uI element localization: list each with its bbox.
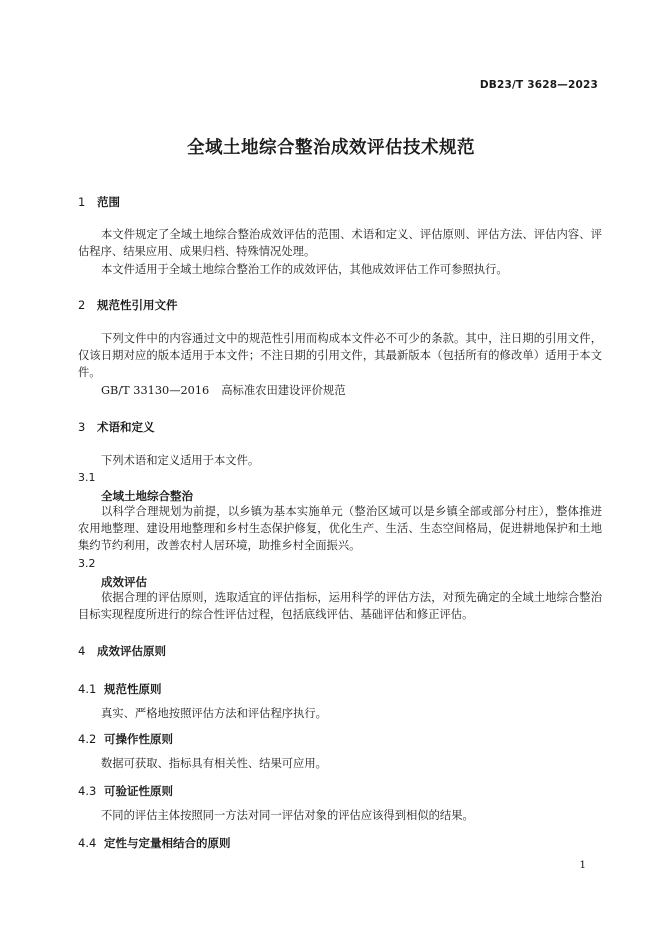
reference-title: 高标准农田建设评价规范: [221, 384, 346, 397]
paragraph: 真实、严格地按照评估方法和评估程序执行。: [101, 707, 327, 720]
section-2-heading: [78, 297, 178, 313]
term-heading: 成效评估: [101, 575, 147, 589]
section-3-heading: [78, 419, 155, 435]
document-title: 全域土地综合整治成效评估技术规范: [187, 138, 475, 158]
paragraph: 下列文件中的内容通过文中的规范性引用而构成本文件必不可少的条款。其中，注日期的引用文件，仅该日期对应的版本适用于本文件；不注日期的引用文件，其最新版本（包括所有的修改单）适用于本文件。: [78, 332, 602, 379]
reference-code: GB/T 33130—2016: [101, 384, 210, 397]
section-number: 3: [78, 420, 86, 434]
term-number: 3.1: [78, 471, 96, 484]
clause-4-2-heading: [78, 731, 173, 747]
page-number: 1: [579, 859, 586, 871]
clause-4-3-heading: [78, 783, 173, 799]
term-definition: 以科学合理规划为前提，以乡镇为基本实施单元（整治区域可以是乡镇全部或部分村庄），整体推进农用地整理、建设用地整理和乡村生态保护修复，优化生产、生活、生态空间格局，促进耕地保护和土地集约节约利用，改善农村人居环境，助推乡村全面振兴。: [78, 505, 602, 552]
paragraph: 下列术语和定义适用于本文件。: [101, 454, 260, 467]
section-1-heading: [78, 194, 120, 210]
term-number: 3.2: [78, 557, 96, 570]
clause-number: 4.1: [78, 682, 97, 696]
document-standard-number: DB23/T 3628—2023: [479, 79, 598, 91]
paragraph: 数据可获取、指标具有相关性、结果可应用。: [101, 757, 327, 770]
term-heading: 全域土地综合整治: [101, 489, 193, 503]
clause-4-1-heading: [78, 681, 162, 697]
section-title: 术语和定义: [97, 420, 155, 434]
clause-title: 规范性原则: [104, 682, 162, 696]
clause-4-4-heading: [78, 835, 231, 851]
section-title: 成效评估原则: [97, 644, 166, 658]
clause-number: 4.2: [78, 732, 97, 746]
paragraph: 本文件适用于全域土地综合整治工作的成效评估，其他成效评估工作可参照执行。: [101, 263, 508, 276]
clause-title: 定性与定量相结合的原则: [104, 836, 231, 850]
section-number: 2: [78, 298, 86, 312]
clause-title: 可操作性原则: [104, 732, 173, 746]
section-title: 范围: [97, 195, 120, 209]
normative-reference: [101, 382, 346, 398]
clause-title: 可验证性原则: [104, 784, 173, 798]
section-title: 规范性引用文件: [97, 298, 178, 312]
clause-number: 4.4: [78, 836, 97, 850]
term-definition: 依据合理的评估原则，选取适宜的评估指标，运用科学的评估方法，对预先确定的全域土地综合整治目标实现程度所进行的综合性评估过程，包括底线评估、基础评估和修正评估。: [78, 591, 602, 621]
section-number: 4: [78, 644, 86, 658]
clause-number: 4.3: [78, 784, 97, 798]
section-number: 1: [78, 195, 86, 209]
paragraph: 不同的评估主体按照同一方法对同一评估对象的评估应该得到相似的结果。: [101, 809, 474, 822]
paragraph: 本文件规定了全域土地综合整治成效评估的范围、术语和定义、评估原则、评估方法、评估内容、评估程序、结果应用、成果归档、特殊情况处理。: [78, 228, 602, 258]
section-4-heading: [78, 643, 166, 659]
